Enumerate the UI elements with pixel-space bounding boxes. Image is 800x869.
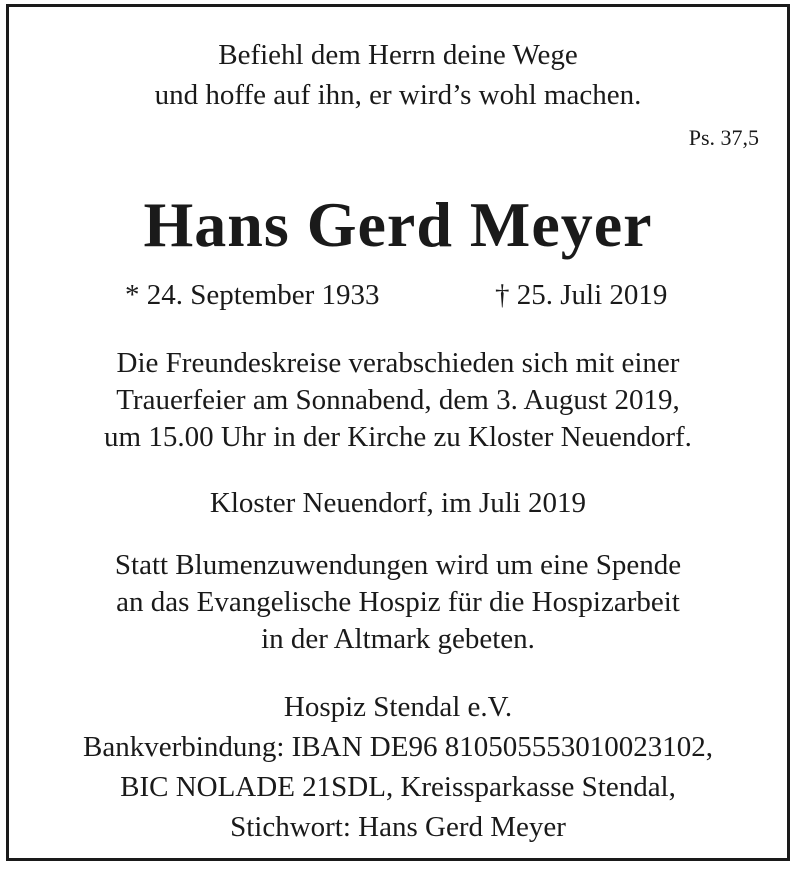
obituary-frame xyxy=(6,4,790,861)
bank-details xyxy=(9,687,787,847)
service-line-3: um 15.00 Uhr in der Kirche zu Kloster Neuendorf. xyxy=(104,421,692,453)
donation-line-2: an das Evangelische Hospiz für die Hospizarbeit xyxy=(116,586,680,618)
bible-verse xyxy=(9,35,787,115)
birth-date: * 24. September 1933 xyxy=(125,279,380,311)
donation-line-3: in der Altmark gebeten. xyxy=(261,623,535,655)
death-date: † 25. Juli 2019 xyxy=(495,279,668,311)
bank-line-2: Bankverbindung: IBAN DE96 810505553010023102, xyxy=(83,731,713,763)
verse-reference: Ps. 37,5 xyxy=(688,125,759,150)
donation-line-1: Statt Blumenzuwendungen wird um eine Spende xyxy=(114,549,682,581)
bank-line-3: BIC NOLADE 21SDL, Kreissparkasse Stendal, xyxy=(120,771,676,803)
service-announcement xyxy=(9,345,787,456)
service-line-2: Trauerfeier am Sonnabend, dem 3. August 2019, xyxy=(116,384,680,416)
donation-request xyxy=(9,547,787,658)
service-line-1: Die Freundeskreise verabschieden sich mit einer xyxy=(116,347,680,379)
place-and-date: Kloster Neuendorf, im Juli 2019 xyxy=(209,487,587,519)
bank-line-4: Stichwort: Hans Gerd Meyer xyxy=(230,811,566,843)
verse-line-2: und hoffe auf ihn, er wird’s wohl machen. xyxy=(154,79,642,111)
verse-line-1: Befiehl dem Herrn deine Wege xyxy=(218,39,578,71)
deceased-name: Hans Gerd Meyer xyxy=(143,189,653,260)
bank-line-1: Hospiz Stendal e.V. xyxy=(283,691,513,723)
